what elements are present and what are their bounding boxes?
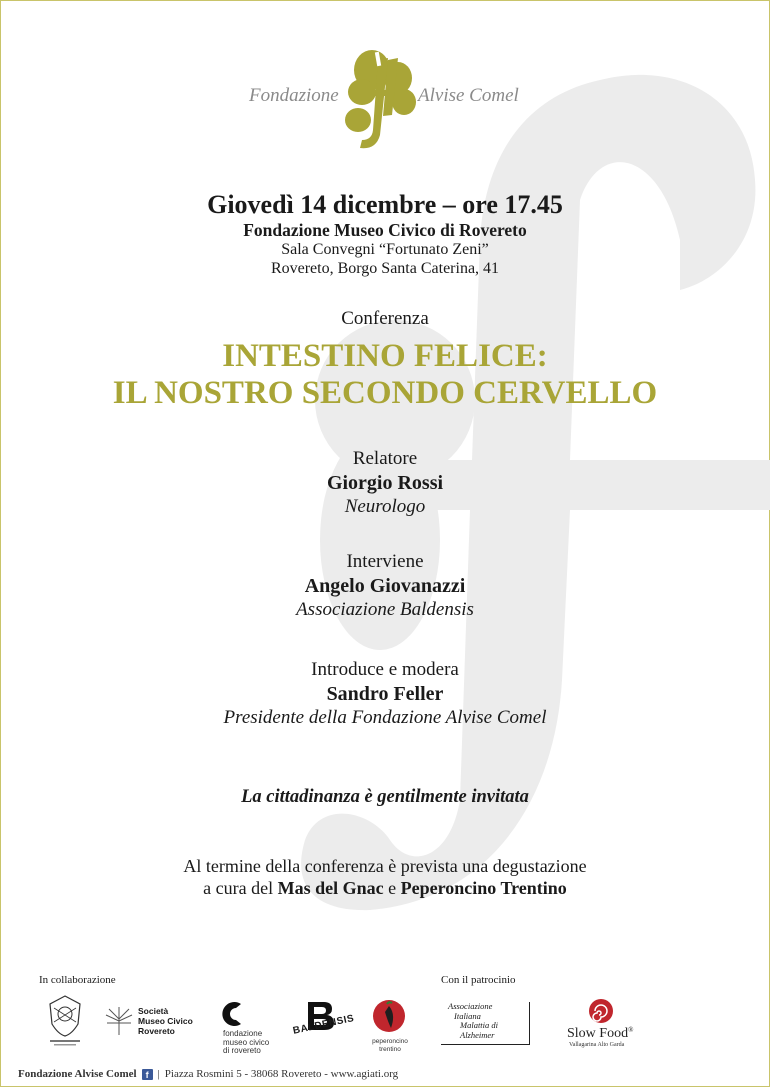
speaker-2-role: Interviene — [346, 551, 424, 572]
facebook-icon[interactable]: f — [142, 1069, 153, 1080]
museo-civico-text: Società Museo Civico Rovereto — [138, 1006, 193, 1036]
fondazione-museo-text: fondazione museo civico di rovereto — [223, 1029, 270, 1055]
footer-org: Fondazione Alvise Comel — [18, 1068, 137, 1080]
logo-text-left: Fondazione — [249, 85, 339, 106]
aima-text: Associazione Italiana Malattia di Alzheimer — [448, 1001, 499, 1040]
speaker-2-affiliation: Associazione Baldensis — [296, 599, 474, 620]
peperoncino-text: peperoncino trentino — [372, 1038, 408, 1053]
event-address: Rovereto, Borgo Santa Caterina, 41 — [270, 260, 500, 277]
speaker-1-role: Relatore — [352, 448, 418, 469]
speaker-1-name: Giorgio Rossi — [326, 472, 444, 494]
footer — [18, 1068, 398, 1080]
speaker-3-role: Introduce e modera — [311, 659, 459, 680]
closing-line-1: Al termine della conferenza è prevista una degustazione — [183, 856, 587, 876]
conference-title-line2: IL NOSTRO SECONDO CERVELLO — [112, 375, 658, 411]
footer-address: Piazza Rosmini 5 - 38068 Rovereto - www.agiati.org — [164, 1068, 399, 1080]
invitation-text: La cittadinanza è gentilmente invitata — [241, 787, 529, 807]
fondazione-museo-c-icon — [219, 998, 245, 1030]
conference-label: Conferenza — [341, 308, 429, 329]
speaker-3-name: Sandro Feller — [326, 683, 444, 705]
peperoncino-logo-icon — [372, 998, 406, 1036]
baldensis-text: BALDENSIS — [292, 1013, 356, 1037]
museo-civico-tree-icon — [103, 1005, 135, 1037]
event-venue: Fondazione Museo Civico di Rovereto — [243, 220, 527, 240]
event-room: Sala Convegni “Fortunato Zeni” — [281, 241, 489, 258]
conference-title-line1: INTESTINO FELICE: — [222, 338, 548, 374]
event-date-time: Giovedì 14 dicembre – ore 17.45 — [207, 190, 563, 219]
slow-food-text: Slow Food® — [567, 1026, 634, 1041]
closing-line-2: a cura del Mas del Gnac e Peperoncino Trentino — [203, 878, 567, 898]
speaker-1-affiliation: Neurologo — [344, 496, 426, 517]
logo-text-right: Alvise Comel — [418, 85, 519, 106]
speaker-3-affiliation: Presidente della Fondazione Alvise Comel — [223, 707, 547, 728]
accademia-agiati-logo-icon — [42, 994, 88, 1048]
slow-food-snail-icon — [588, 998, 614, 1024]
footer-separator: | — [157, 1068, 160, 1080]
fondazione-logo-icon — [0, 40, 770, 155]
speaker-2-name: Angelo Giovanazzi — [304, 575, 466, 597]
patronage-label: Con il patrocinio — [441, 974, 516, 986]
slow-food-subtext: Vallagarina Alto Garda — [569, 1042, 625, 1048]
collaboration-label: In collaborazione — [39, 974, 116, 986]
